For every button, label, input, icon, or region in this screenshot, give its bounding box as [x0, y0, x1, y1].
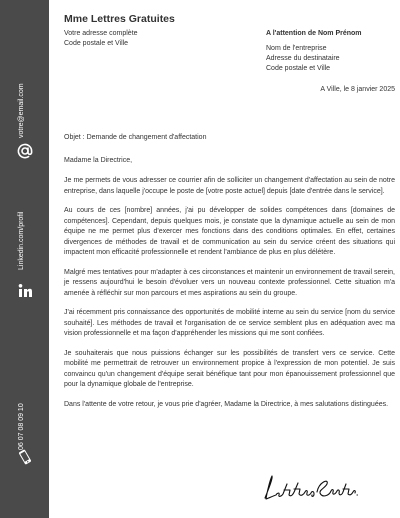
recipient-company: Nom de l'entreprise	[266, 45, 327, 52]
recipient-attention: A l'attention de Nom Prénom	[266, 30, 362, 37]
letter-paragraph: Dans l'attente de votre retour, je vous prie d'agréer, Madame la Directrice, à mes salutations distinguées.	[64, 400, 389, 408]
linkedin-icon	[16, 282, 34, 300]
at-sign-icon	[16, 142, 34, 160]
recipient-address: Adresse du destinataire	[266, 55, 340, 62]
letter-paragraph: Je me permets de vous adresser ce courrier afin de solliciter un changement d'affectation au sein de notre entreprise, dans laquelle j'occupe le poste de [votre poste actuel] depuis [date d'entrée dans le service].	[64, 177, 395, 195]
letter-body	[64, 133, 395, 419]
phone-text: 06 07 08 09 10	[18, 403, 25, 450]
sender-postal-city: Code postale et Ville	[64, 40, 129, 47]
letter-subject: Objet : Demande de changement d'affectation	[64, 134, 207, 141]
linkedin-contact[interactable]	[0, 190, 49, 300]
linkedin-text: Linkedin.com/profil	[18, 211, 25, 270]
letter-paragraph: J'ai récemment pris connaissance des opportunités de mobilité interne au sein du service [nom du service souhaité]. Les méthodes de travail et l'organisation de ce service semblent plus en adéquation avec ma vision professionnelle et ma façon d'appréhender les missions qui me sont confiées.	[64, 309, 395, 337]
email-text: votre@email.com	[18, 83, 25, 138]
email-contact[interactable]	[0, 10, 49, 155]
sender-name: Mme Lettres Gratuites	[64, 13, 175, 25]
letter-paragraph: Au cours de ces [nombre] années, j'ai pu développer de solides compétences dans [domaines de compétences]. Cependant, depuis quelques mois, je constate que la dynamique actuelle au sein de mon équipe ne me permet plus d'exercer mes fonctions dans des conditions optimales. En effet, certaines divergences de méthodes de travail et de communication au sein du service créent des situations qui impactent mon efficacité professionnelle et rendent l'ambiance de plus en plus délétère.	[64, 207, 395, 256]
recipient-block	[266, 30, 394, 74]
recipient-postal-city: Code postale et Ville	[266, 65, 331, 72]
contact-sidebar	[0, 0, 49, 518]
letter-paragraph: Malgré mes tentatives pour m'adapter à ces circonstances et maintenir un environnement de travail serein, je ressens aujourd'hui le besoin d'évoluer vers un nouveau contexte professionnel. Cette situation m'a amenée à réfléchir sur mon parcours et mes aspirations au sein du groupe.	[64, 268, 395, 297]
letter-greeting: Madame la Directrice,	[64, 156, 133, 164]
letter-date: A Ville, le 8 janvier 2025	[320, 86, 395, 93]
handwritten-signature	[259, 468, 359, 508]
letter-paragraph: Je souhaiterais que nous puissions échanger sur les possibilités de transfert vers ce service. Cette mobilité me permettrait de retrouver un environnement propice à l'expression de mon potentiel. Je suis convaincu qu'un changement d'équipe serait bénéfique tant pour mon épanouissement professionnel que pour la dynamique globale de l'entreprise.	[64, 349, 395, 388]
letter-page	[49, 0, 400, 518]
phone-contact[interactable]	[0, 380, 49, 470]
phone-icon	[16, 448, 34, 466]
sender-address: Votre adresse complète	[64, 30, 138, 37]
